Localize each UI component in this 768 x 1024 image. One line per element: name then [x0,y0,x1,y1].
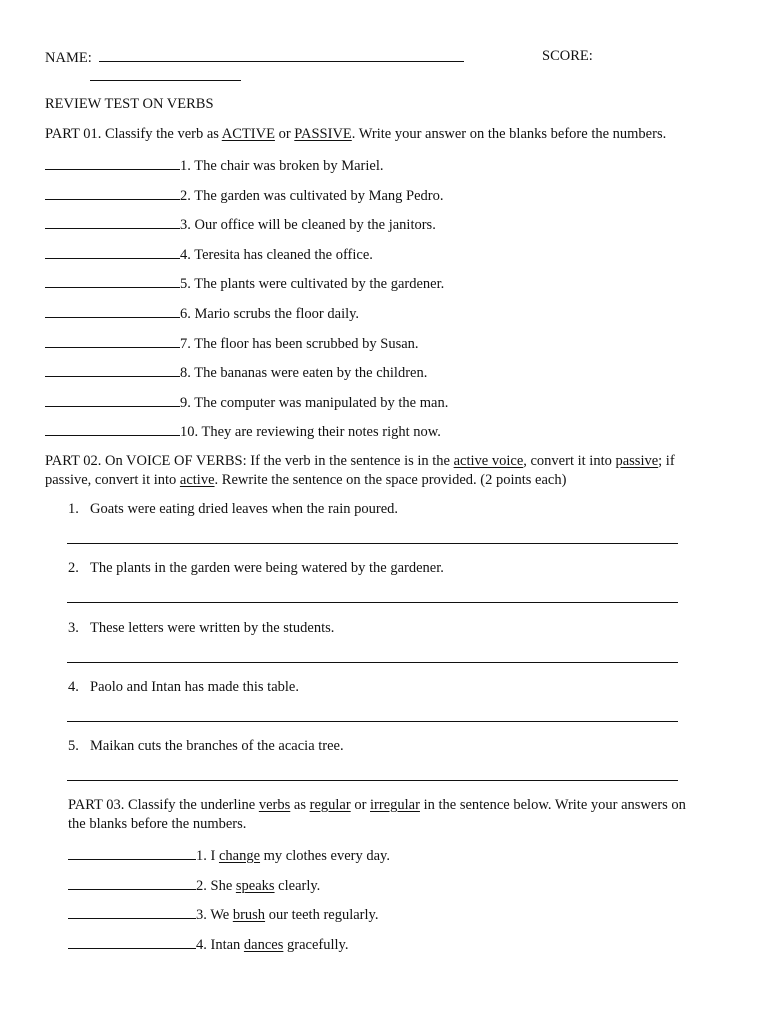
answer-blank[interactable] [68,906,196,919]
part2-item [68,561,444,576]
part3-item-text: 3. We [196,907,233,924]
part3-item [68,877,320,894]
answer-blank[interactable] [45,364,180,377]
part3-regular-word: regular [309,797,351,813]
part2-text: , convert it into [523,453,616,469]
part2-item-number: 5. [68,738,79,755]
answer-blank[interactable] [45,157,180,170]
part2-item-number: 3. [68,619,79,636]
part2-active-voice: active voice [453,453,524,469]
part3-item-text: 4. Intan [196,936,244,953]
part2-item-number: 1. [68,501,79,517]
part2-item-text: Goats were eating dried leaves when the rain poured. [90,501,399,517]
part2-passive: passive [615,453,659,469]
part3-instructions-line1 [68,798,686,813]
part1-or-word: or [274,126,295,142]
part2-active: active [179,472,215,488]
part1-item-text: 3. Our office will be cleaned by the janitors. [180,217,436,234]
part1-instructions [45,127,666,142]
part2-text: PART 02. On VOICE OF VERBS: If the verb in the sentence is in the [45,453,454,469]
part1-item-text: 4. Teresita has cleaned the office. [180,246,373,263]
part3-instructions-line2: the blanks before the numbers. [68,816,247,832]
score-row [90,68,241,85]
part3-item-text: our teeth regularly. [265,907,379,924]
part1-item [45,157,383,174]
answer-blank[interactable] [45,394,180,407]
part3-item-verb: change [218,848,261,864]
part3-irregular-word: irregular [370,797,420,813]
part1-item [45,305,359,322]
rewrite-answer-line[interactable] [67,662,678,663]
answer-blank[interactable] [45,216,180,229]
part2-text: passive, convert it into [45,472,180,488]
part3-item-text: 1. I [196,848,219,864]
part1-item-text: 7. The floor has been scrubbed by Susan. [180,335,419,352]
rewrite-answer-line[interactable] [67,780,678,781]
part1-item-text: 2. The garden was cultivated by Mang Pedro. [180,187,444,204]
part2-item-text: The plants in the garden were being watered by the gardener. [90,560,444,577]
part3-item-text: gracefully. [283,936,349,953]
name-label: NAME: [45,50,92,66]
part1-item [45,394,448,411]
part1-active-word: ACTIVE [221,126,275,142]
part1-item [45,187,444,204]
part1-item-text: 5. The plants were cultivated by the gardener. [180,276,445,293]
part2-text: . Rewrite the sentence on the space provided. (2 points each) [214,472,567,488]
part1-item-text: 10. They are reviewing their notes right now. [180,424,441,441]
part1-item [45,335,419,352]
part3-item-verb: brush [232,907,266,924]
part2-item-text: Paolo and Intan has made this table. [90,678,299,695]
part1-item [45,364,427,381]
part1-item [45,275,444,292]
part2-item-number: 2. [68,560,79,577]
answer-blank[interactable] [45,187,180,200]
part2-item [68,621,334,636]
answer-blank[interactable] [45,335,180,348]
part2-item [68,502,398,517]
part3-item-text: my clothes every day. [260,848,390,864]
rewrite-answer-line[interactable] [67,721,678,722]
part3-text: or [350,797,371,813]
answer-blank[interactable] [45,423,180,436]
part3-item-verb: speaks [235,877,275,894]
rewrite-answer-line[interactable] [67,543,678,544]
answer-blank[interactable] [45,275,180,288]
part3-text: in the sentence below. Write your answers on [419,797,686,813]
part1-item-text: 6. Mario scrubs the floor daily. [180,306,360,322]
part3-verbs-word: verbs [258,797,291,813]
part3-item-text: 2. She [196,877,236,894]
name-blank[interactable] [99,49,464,62]
score-label: SCORE: [542,48,593,64]
part1-item-text: 9. The computer was manipulated by the man. [180,394,449,411]
part3-text: PART 03. Classify the underline [68,797,259,813]
part3-item-text: clearly. [274,877,321,894]
answer-blank[interactable] [68,847,196,860]
part1-item-text: 8. The bananas were eaten by the children. [180,365,428,382]
part1-instr-text: PART 01. Classify the verb as [45,126,222,142]
part1-item [45,216,436,233]
part2-item-text: Maikan cuts the branches of the acacia tree. [90,738,344,755]
part2-instructions-line1 [45,454,675,469]
answer-blank[interactable] [68,877,196,890]
answer-blank[interactable] [68,936,196,949]
part3-item [68,906,378,923]
part2-item-text: These letters were written by the students. [90,619,335,636]
part1-item-text: 1. The chair was broken by Mariel. [180,158,384,174]
part2-item [68,739,344,754]
rewrite-answer-line[interactable] [67,602,678,603]
name-row [45,49,464,66]
part1-item [45,246,373,263]
part2-text: ; if [658,453,675,469]
answer-blank[interactable] [45,246,180,259]
part3-item-verb: dances [243,936,284,953]
part3-item [68,847,390,864]
part1-instr-text-end: . Write your answer on the blanks before the numbers. [351,126,667,142]
part1-passive-word: PASSIVE [294,126,352,142]
score-blank[interactable] [90,68,241,81]
part3-text: as [290,797,310,813]
page-title: REVIEW TEST ON VERBS [45,96,214,112]
part2-item [68,680,299,695]
part2-item-number: 4. [68,678,79,695]
part3-item [68,936,348,953]
answer-blank[interactable] [45,305,180,318]
part2-instructions-line2 [45,473,566,488]
part1-item [45,423,441,440]
